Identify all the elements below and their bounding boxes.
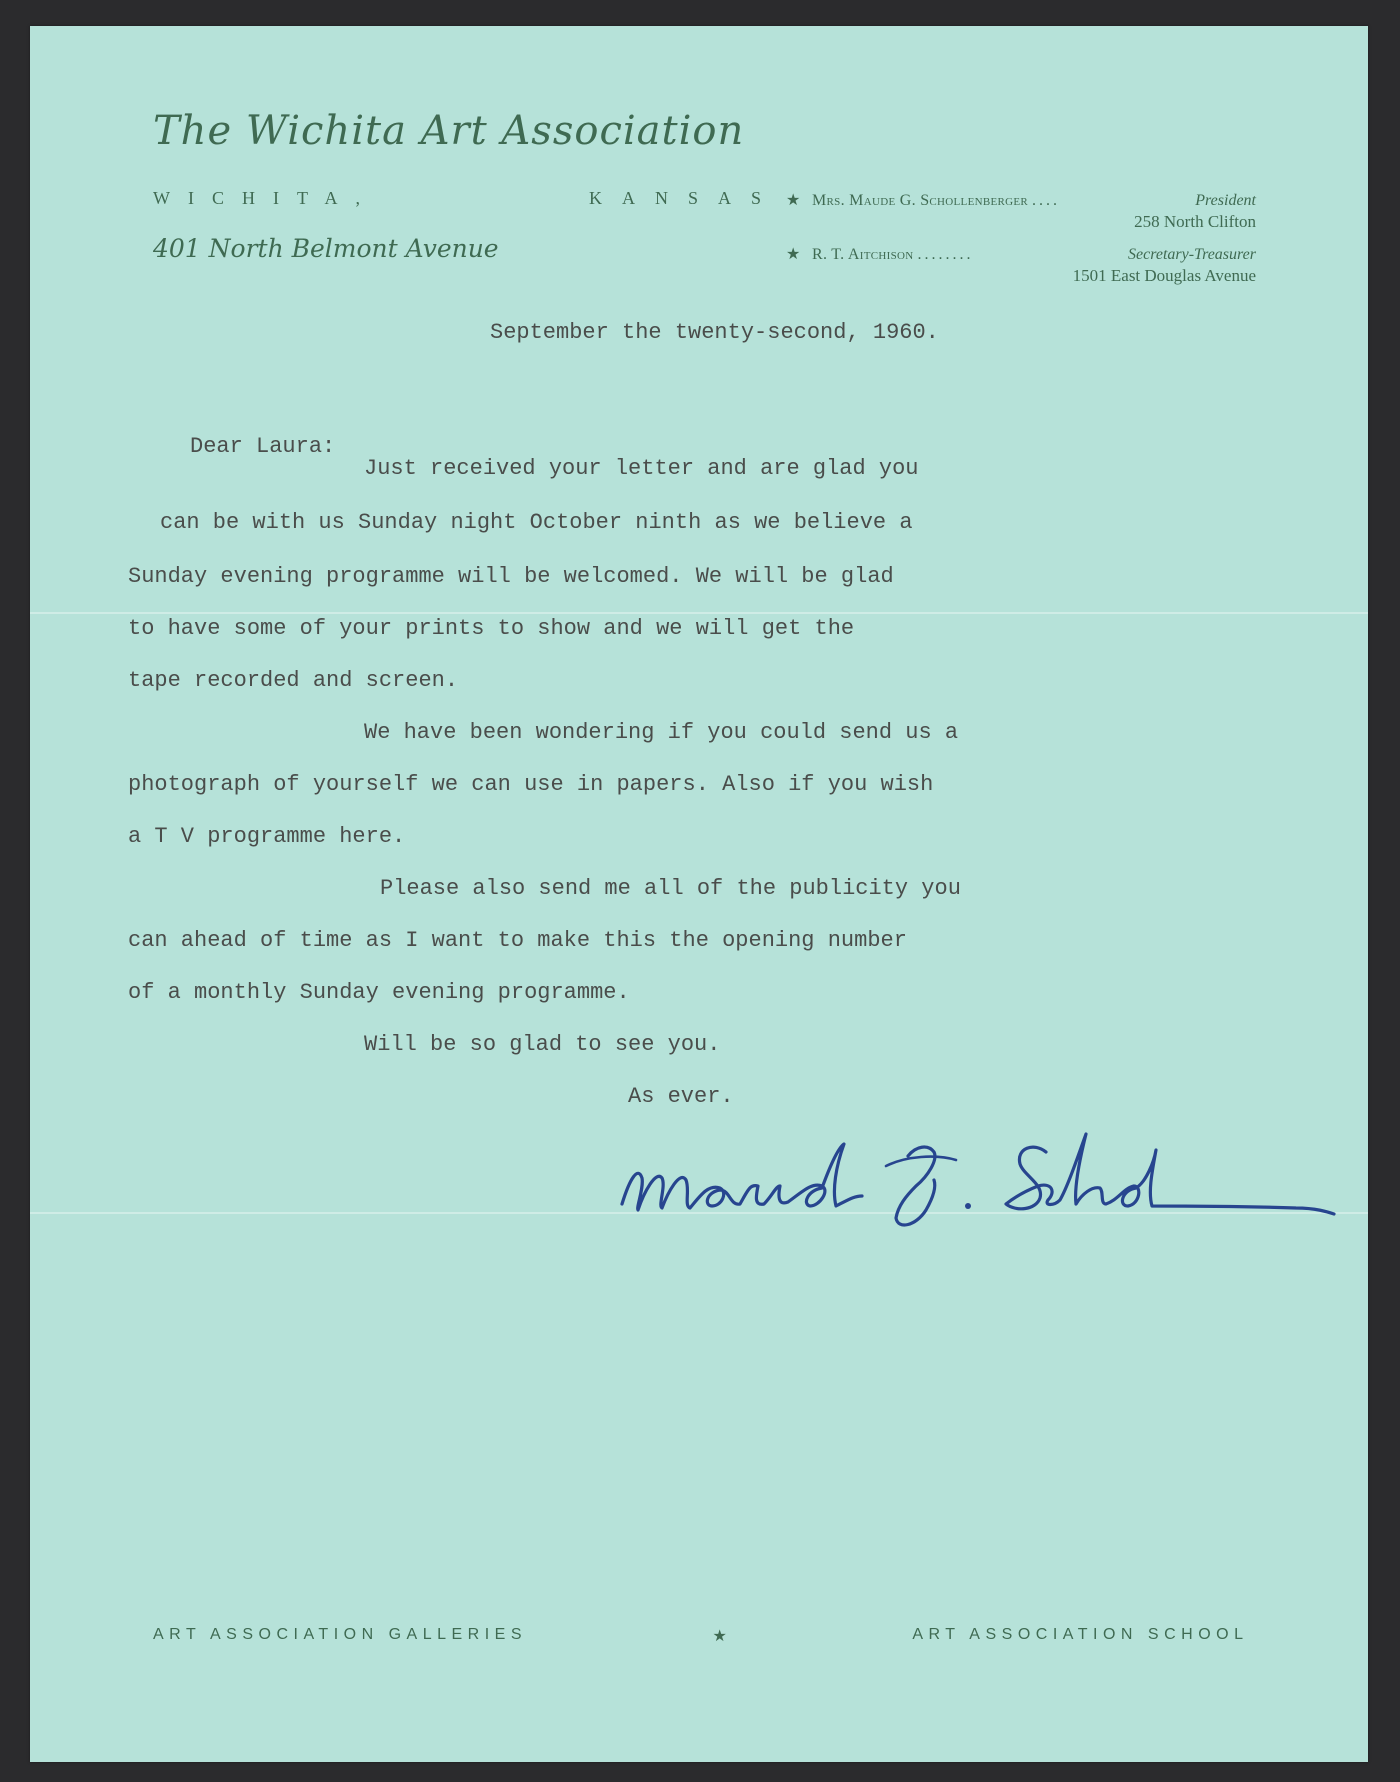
letter-line: can be with us Sunday night October ninth as we believe a <box>160 510 913 535</box>
letter-line: to have some of your prints to show and we will get the <box>128 616 855 641</box>
letter-salutation: Dear Laura: <box>190 434 336 459</box>
officer-dots: ........ <box>917 246 974 263</box>
letterhead-footer <box>153 1626 1249 1646</box>
letterhead-city-state <box>153 188 781 209</box>
officer-role: President <box>1195 192 1256 209</box>
star-icon: ★ <box>712 1628 727 1645</box>
letter-line: tape recorded and screen. <box>128 668 459 693</box>
officer-role: Secretary-Treasurer <box>1128 246 1256 263</box>
footer-school: ART ASSOCIATION SCHOOL <box>912 1626 1249 1643</box>
letter-line: photograph of yourself we can use in papers. Also if you wish <box>128 772 934 797</box>
officer-president <box>786 190 1256 232</box>
officer-address: 258 North Clifton <box>1134 212 1256 231</box>
letterhead-city: WICHITA, <box>153 188 379 208</box>
handwritten-signature <box>616 1126 1336 1236</box>
fold-line <box>30 612 1368 614</box>
letter-closing: As ever. <box>628 1084 734 1109</box>
letterhead-name: The Wichita Art Association <box>153 108 745 154</box>
letter-sheet <box>30 26 1368 1762</box>
officer-name: R. T. Aitchison <box>812 246 914 263</box>
letter-line: Will be so glad to see you. <box>364 1032 721 1057</box>
letter-date: September the twenty-second, 1960. <box>490 320 939 345</box>
star-icon: ★ <box>786 192 801 209</box>
officer-address: 1501 East Douglas Avenue <box>1072 266 1256 285</box>
letter-line: Sunday evening programme will be welcomed. We will be glad <box>128 564 894 589</box>
letter-line: of a monthly Sunday evening programme. <box>128 980 630 1005</box>
letterhead-address: 401 North Belmont Avenue <box>153 234 499 263</box>
officer-dots: .... <box>1032 192 1061 209</box>
footer-galleries: ART ASSOCIATION GALLERIES <box>153 1626 528 1643</box>
officer-name: Mrs. Maude G. Schollenberger <box>812 192 1029 209</box>
letter-line: Please also send me all of the publicity you <box>380 876 961 901</box>
letter-line: Just received your letter and are glad you <box>364 456 919 481</box>
letterhead-state: KANSAS <box>588 188 781 208</box>
star-icon: ★ <box>786 246 801 263</box>
letter-line: We have been wondering if you could send us a <box>364 720 959 745</box>
letter-line: can ahead of time as I want to make this the opening number <box>128 928 907 953</box>
letter-line: a T V programme here. <box>128 824 406 849</box>
officer-secretary <box>786 244 1256 286</box>
